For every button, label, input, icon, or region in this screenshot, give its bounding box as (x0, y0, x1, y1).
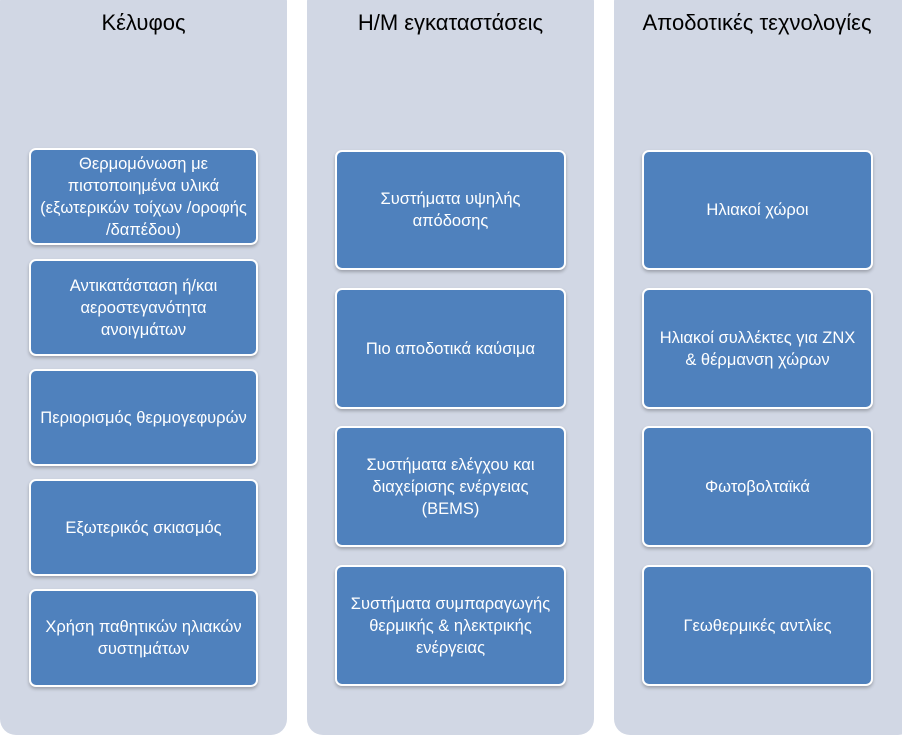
item-box (335, 426, 566, 547)
item-box (29, 148, 258, 245)
item-box (29, 589, 258, 687)
column-title: Αποδοτικές τεχνολογίες (642, 10, 872, 35)
item-box (335, 288, 566, 409)
item-label: Εξωτερικός σκιασμός (65, 518, 222, 537)
item-box (29, 479, 258, 576)
item-label: Συστήματα υψηλής απόδοσης (380, 190, 521, 230)
item-box (642, 426, 873, 547)
item-box (642, 288, 873, 409)
item-box (642, 565, 873, 686)
item-box (642, 150, 873, 270)
item-label: Ηλιακοί συλλέκτες για ΖΝΧ & θέρμανση χώρων (659, 328, 856, 369)
item-label: Περιορισμός θερμογεφυρών (40, 408, 247, 427)
item-label: Αντικατάσταση ή/και αεροστεγανότητα ανοιγμάτων (69, 276, 218, 339)
item-box (29, 259, 258, 356)
item-label: Συστήματα συμπαραγωγής θερμικής & ηλεκτρικής ενέργειας (350, 594, 551, 657)
item-box (335, 150, 566, 270)
item-label: Πιο αποδοτικά καύσιμα (365, 339, 536, 358)
item-label: Χρήση παθητικών ηλιακών συστημάτων (45, 618, 242, 658)
item-label: Φωτοβολταϊκά (705, 477, 810, 496)
item-label: Θερμομόνωση με πιστοποιημένα υλικά (εξωτερικών τοίχων /οροφής /δαπέδου) (40, 154, 247, 239)
item-box (335, 565, 566, 686)
column-title: Η/Μ εγκαταστάσεις (357, 10, 544, 35)
item-label: Γεωθερμικές αντλίες (683, 616, 832, 635)
column-title: Κέλυφος (101, 10, 186, 35)
item-label: Συστήματα ελέγχου και διαχείρισης ενέργειας (BEMS) (366, 455, 535, 518)
item-box (29, 369, 258, 466)
item-label: Ηλιακοί χώροι (706, 201, 809, 219)
